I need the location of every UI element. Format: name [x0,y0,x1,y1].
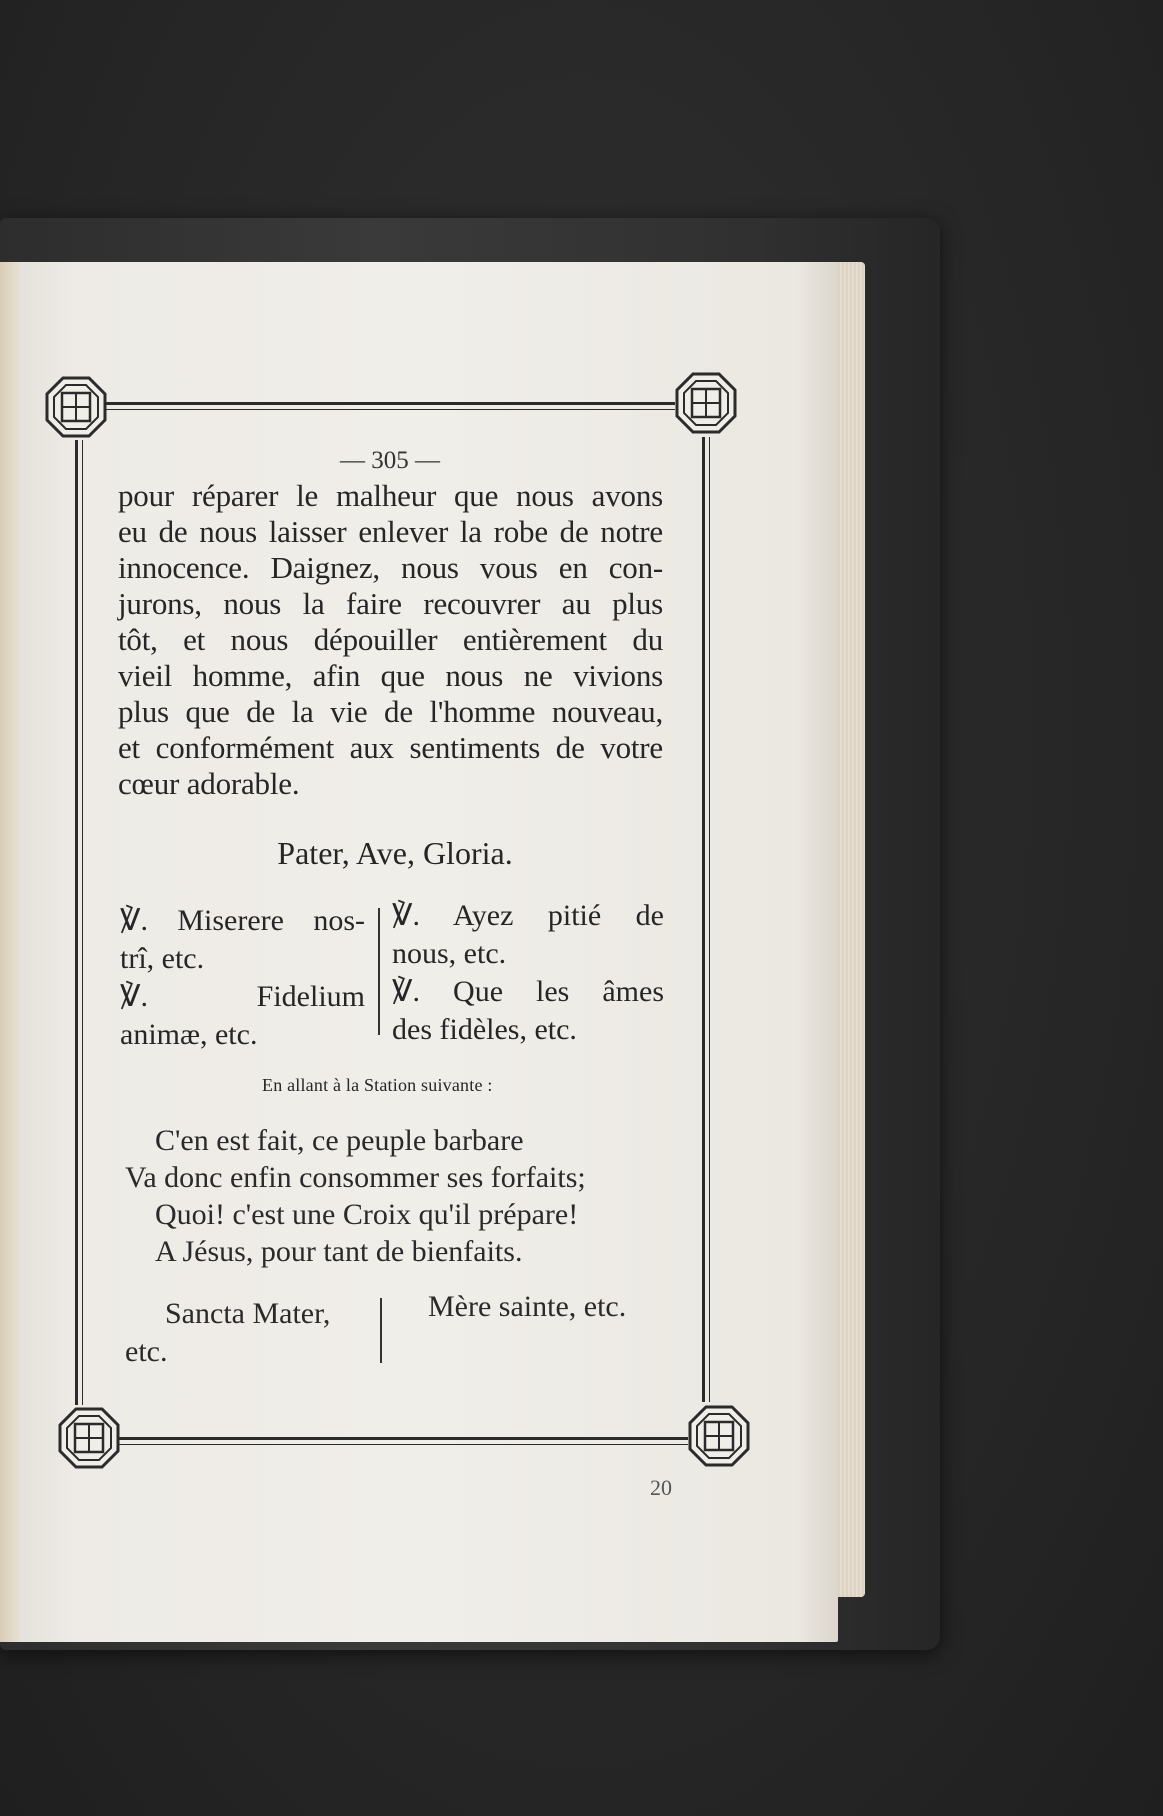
corner-ornament-top-right [675,372,737,434]
octagon-ornament-icon [675,372,737,434]
versicle-line: nous, etc. [392,937,507,970]
body-paragraph [118,478,663,802]
frame-left-line [75,440,78,1405]
frame-bottom-line [118,1437,688,1440]
frame-bottom-line-inner [118,1444,688,1445]
corner-ornament-bottom-right [688,1405,750,1467]
paragraph-line: tôt, et nous dépouiller entièrement du [118,622,663,657]
verse-line: Va donc enfin consommer ses forfaits; [125,1161,586,1194]
frame-top-line-inner [103,409,675,410]
page-number: — 305 — [340,447,440,474]
paragraph-line: jurons, nous la faire recouvrer au plus [118,586,663,621]
versicle-line: ℣. Miserere nos- [120,904,365,937]
antiphon-latin [125,1295,375,1371]
antiphon-line: etc. [125,1335,168,1368]
verse-line: A Jésus, pour tant de bienfaits. [155,1235,523,1268]
frame-left-line-inner [82,440,83,1405]
versicle-line: ℣. Ayez pitié de [392,899,664,932]
page-gutter [0,262,22,1642]
antiphon-line: Sancta Mater, [165,1297,331,1330]
versicle-line: trî, etc. [120,942,205,975]
frame-right-line-inner [709,437,710,1402]
paragraph-line: cœur adorable. [118,766,300,801]
column-divider [380,1298,382,1363]
signature-mark: 20 [650,1475,672,1500]
versicles-french [392,897,664,1049]
hymn-verse [125,1122,685,1270]
octagon-ornament-icon [688,1405,750,1467]
versicle-line: animæ, etc. [120,1018,258,1051]
versicle-line: des fidèles, etc. [392,1013,577,1046]
frame-right-line [702,437,705,1402]
prayer-heading: Pater, Ave, Gloria. [277,835,513,871]
antiphon-french: Mère sainte, etc. [428,1290,627,1323]
verse-line: Quoi! c'est une Croix qu'il prépare! [155,1198,579,1231]
frame-top-line [103,402,675,405]
versicle-line: ℣. Que les âmes [392,975,664,1008]
verse-line: C'en est fait, ce peuple barbare [155,1124,524,1157]
octagon-ornament-icon [45,376,107,438]
rubric-line: En allant à la Station suivante : [262,1075,493,1095]
corner-ornament-bottom-left [58,1407,120,1469]
octagon-ornament-icon [58,1407,120,1469]
corner-ornament-top-left [45,376,107,438]
paragraph-line: et conformément aux sentiments de votre [118,730,663,765]
paragraph-line: plus que de la vie de l'homme nouveau, [118,694,663,729]
versicles-latin [120,902,365,1054]
paragraph-line: pour réparer le malheur que nous avons [118,478,663,513]
paragraph-line: eu de nous laisser enlever la robe de notre [118,514,663,549]
column-divider [378,908,380,1035]
versicle-line: ℣. Fidelium [120,980,365,1013]
paragraph-line: innocence. Daignez, nous vous en con- [118,550,663,585]
paragraph-line: vieil homme, afin que nous ne vivions [118,658,663,693]
